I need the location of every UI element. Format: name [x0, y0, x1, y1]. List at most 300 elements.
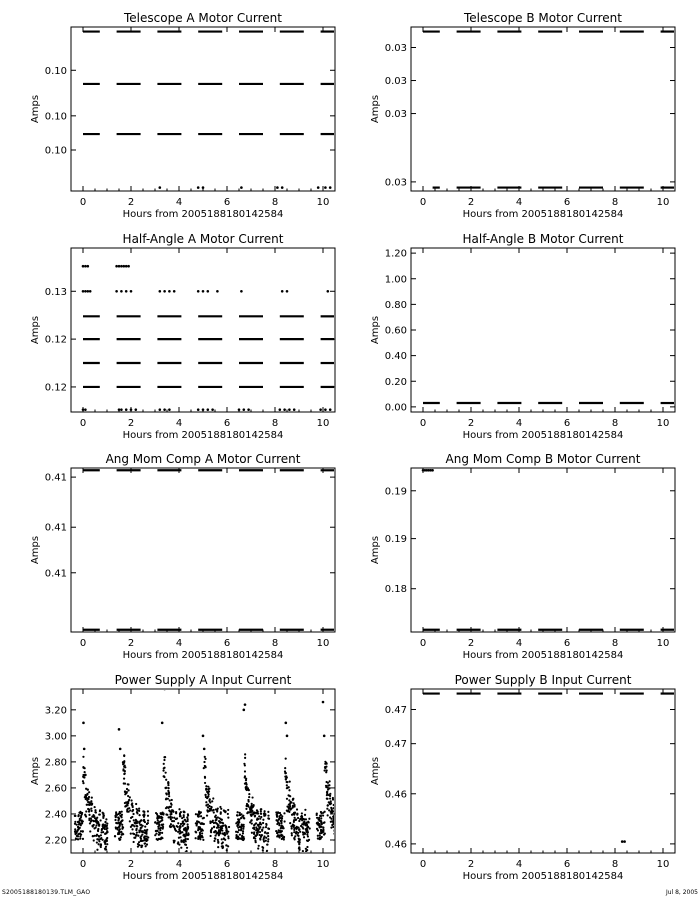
data-point: [276, 832, 278, 834]
chart-panel-7: [370, 673, 675, 882]
x-tick-label: 2: [127, 418, 135, 429]
x-tick-label: 6: [223, 859, 231, 870]
data-point: [257, 824, 259, 826]
data-point: [184, 819, 186, 821]
data-point: [82, 722, 85, 725]
data-point: [123, 778, 125, 780]
data-point: [118, 812, 120, 814]
data-point: [338, 830, 340, 832]
data-point: [77, 815, 79, 817]
data-point: [96, 841, 98, 843]
data-point: [304, 814, 306, 816]
data-point: [159, 821, 161, 823]
data-point: [139, 821, 141, 823]
data-point: [252, 813, 254, 815]
data-point: [117, 828, 119, 830]
data-point: [338, 842, 340, 844]
data-point: [257, 830, 259, 832]
data-point: [308, 818, 310, 820]
data-point: [283, 820, 285, 822]
data-point: [173, 820, 175, 822]
data-point: [163, 767, 165, 769]
data-point: [79, 838, 81, 840]
data-point: [214, 834, 216, 836]
data-point: [93, 839, 95, 841]
data-point: [253, 811, 255, 813]
data-point: [255, 829, 257, 831]
x-tick-label: 10: [316, 197, 330, 208]
data-point: [262, 849, 264, 851]
data-point: [197, 186, 200, 189]
x-tick-label: 10: [656, 418, 670, 429]
data-point: [96, 849, 98, 851]
data-point: [307, 821, 309, 823]
data-point: [317, 821, 319, 823]
data-point: [170, 813, 172, 815]
data-point: [321, 836, 323, 838]
data-point: [340, 815, 342, 817]
data-point: [197, 815, 199, 817]
data-point: [76, 835, 78, 837]
data-point: [205, 789, 207, 791]
data-point: [121, 828, 123, 830]
data-point: [327, 290, 330, 293]
x-tick-label: 2: [467, 418, 475, 429]
data-point: [301, 823, 303, 825]
data-point: [342, 825, 344, 827]
data-point: [99, 810, 101, 812]
data-point: [83, 776, 85, 778]
data-point: [294, 835, 296, 837]
data-point: [195, 831, 197, 833]
data-point: [306, 849, 308, 851]
data-point: [277, 811, 279, 813]
data-point: [306, 831, 308, 833]
data-point: [281, 815, 283, 817]
data-point: [173, 826, 175, 828]
data-point: [159, 186, 162, 189]
data-point: [80, 815, 82, 817]
data-point: [213, 840, 215, 842]
data-point: [82, 820, 84, 822]
data-point: [115, 290, 118, 293]
data-point: [156, 838, 158, 840]
data-point: [349, 821, 351, 823]
data-point: [157, 817, 159, 819]
data-point: [185, 827, 187, 829]
x-tick-label: 8: [271, 418, 279, 429]
data-point: [221, 838, 223, 840]
data-point: [177, 822, 179, 824]
data-layer: [423, 32, 675, 188]
data-point: [345, 820, 347, 822]
data-point: [328, 801, 330, 803]
data-point: [106, 825, 108, 827]
data-point: [179, 815, 181, 817]
data-point: [287, 806, 289, 808]
chart-panel-1: [370, 11, 675, 220]
data-point: [306, 824, 308, 826]
data-point: [349, 838, 351, 840]
x-tick-label: 6: [223, 418, 231, 429]
data-point: [136, 831, 138, 833]
data-point: [118, 831, 120, 833]
data-point: [163, 408, 166, 411]
data-point: [342, 833, 344, 835]
data-point: [178, 808, 180, 810]
data-point: [140, 846, 142, 848]
data-point: [123, 782, 125, 784]
data-point: [288, 408, 291, 411]
data-point: [121, 811, 123, 813]
data-point: [176, 825, 178, 827]
chart-title: Ang Mom Comp B Motor Current: [445, 452, 641, 466]
data-point: [131, 816, 133, 818]
data-point: [328, 794, 330, 796]
data-point: [336, 804, 338, 806]
data-point: [336, 818, 338, 820]
data-point: [99, 813, 101, 815]
data-point: [289, 822, 291, 824]
data-point: [199, 828, 201, 830]
data-point: [238, 829, 240, 831]
data-point: [319, 408, 322, 411]
data-point: [203, 748, 206, 751]
data-point: [182, 821, 184, 823]
data-point: [342, 814, 344, 816]
data-point: [161, 832, 163, 834]
data-point: [344, 822, 346, 824]
data-point: [282, 827, 284, 829]
data-point: [294, 838, 296, 840]
data-point: [90, 820, 92, 822]
data-point: [258, 815, 260, 817]
data-point: [291, 834, 293, 836]
y-tick-label: 0.03: [384, 43, 407, 54]
data-point: [85, 796, 87, 798]
data-point: [241, 823, 243, 825]
data-point: [97, 830, 99, 832]
y-tick-label: 2.80: [44, 757, 67, 769]
chart-panel-3: [370, 232, 675, 441]
data-point: [204, 765, 206, 767]
data-point: [326, 808, 328, 810]
data-point: [202, 817, 204, 819]
data-point: [115, 816, 117, 818]
data-point: [240, 817, 242, 819]
y-tick-label: 0.47: [384, 705, 407, 716]
x-tick-label: 8: [271, 638, 279, 649]
data-point: [157, 819, 159, 821]
data-point: [306, 833, 308, 835]
data-point: [106, 843, 108, 845]
chart-title: Half-Angle B Motor Current: [462, 232, 624, 246]
data-point: [77, 838, 79, 840]
data-point: [100, 837, 102, 839]
data-point: [285, 775, 287, 777]
data-point: [220, 819, 222, 821]
data-point: [198, 811, 200, 813]
data-point: [338, 815, 340, 817]
data-point: [255, 841, 257, 843]
data-point: [341, 815, 343, 817]
data-point: [88, 817, 90, 819]
data-point: [202, 290, 205, 293]
y-tick-label: 0.20: [384, 376, 407, 388]
x-tick-label: 8: [271, 197, 279, 208]
data-point: [220, 811, 222, 813]
data-point: [93, 827, 95, 829]
data-point: [168, 408, 171, 411]
data-point: [155, 832, 157, 834]
plot-frame: [411, 689, 675, 853]
data-point: [165, 797, 167, 799]
x-tick-label: 4: [515, 418, 523, 429]
data-point: [223, 838, 225, 840]
data-point: [118, 408, 121, 411]
data-point: [80, 830, 82, 832]
chart-title: Telescope B Motor Current: [463, 11, 623, 25]
data-point: [137, 821, 139, 823]
data-point: [138, 808, 140, 810]
y-tick-label: 0.40: [384, 351, 407, 363]
x-tick-label: 6: [223, 197, 231, 208]
data-point: [348, 816, 350, 818]
data-point: [341, 820, 343, 822]
data-point: [214, 838, 216, 840]
data-point: [306, 846, 308, 848]
data-point: [256, 809, 258, 811]
data-point: [102, 839, 104, 841]
data-point: [142, 831, 144, 833]
data-point: [339, 829, 341, 831]
data-point: [243, 763, 245, 765]
data-point: [235, 822, 237, 824]
data-point: [105, 818, 107, 820]
x-tick-label: 2: [467, 859, 475, 870]
data-point: [284, 767, 286, 769]
data-point: [347, 820, 349, 822]
x-tick-label: 10: [316, 638, 330, 649]
data-point: [621, 840, 624, 843]
data-point: [253, 837, 255, 839]
data-point: [130, 290, 133, 293]
data-point: [317, 818, 319, 820]
data-point: [187, 814, 189, 816]
data-point: [212, 797, 214, 799]
data-point: [121, 820, 123, 822]
data-point: [131, 810, 133, 812]
data-point: [244, 757, 246, 759]
data-point: [319, 834, 321, 836]
data-point: [338, 816, 340, 818]
data-point: [260, 810, 262, 812]
data-point: [338, 831, 340, 833]
data-point: [195, 822, 197, 824]
data-point: [209, 820, 211, 822]
data-point: [286, 798, 288, 800]
data-point: [88, 814, 90, 816]
data-point: [120, 408, 123, 411]
x-axis-label: Hours from 2005188180142584: [462, 650, 624, 661]
data-point: [283, 408, 286, 411]
data-point: [161, 824, 163, 826]
data-point: [267, 815, 269, 817]
data-point: [117, 816, 119, 818]
data-point: [289, 809, 291, 811]
data-point: [326, 794, 328, 796]
data-point: [122, 768, 124, 770]
data-point: [122, 762, 124, 764]
data-point: [135, 803, 137, 805]
data-point: [180, 811, 182, 813]
y-axis-label: Amps: [30, 535, 41, 565]
data-point: [127, 795, 129, 797]
data-point: [82, 756, 84, 758]
data-point: [305, 818, 307, 820]
data-point: [175, 812, 177, 814]
data-point: [187, 832, 189, 834]
data-point: [322, 827, 324, 829]
data-point: [127, 801, 129, 803]
data-point: [267, 838, 269, 840]
data-point: [242, 817, 244, 819]
data-point: [87, 808, 89, 810]
y-tick-label: 0.47: [384, 739, 407, 751]
data-point: [224, 824, 226, 826]
data-point: [255, 822, 257, 824]
data-point: [241, 836, 243, 838]
data-point: [299, 831, 301, 833]
data-point: [330, 807, 332, 809]
data-point: [298, 843, 300, 845]
data-point: [346, 840, 348, 842]
y-axis-label: Amps: [30, 756, 41, 786]
data-point: [196, 820, 198, 822]
data-point: [163, 290, 166, 293]
data-point: [102, 831, 104, 833]
data-point: [295, 831, 297, 833]
data-point: [336, 835, 338, 837]
data-point: [254, 815, 256, 817]
data-point: [213, 831, 215, 833]
data-point: [181, 817, 183, 819]
data-point: [144, 843, 146, 845]
data-point: [89, 830, 91, 832]
data-point: [135, 819, 137, 821]
data-point: [201, 835, 203, 837]
data-point: [120, 265, 123, 268]
data-point: [161, 722, 164, 725]
data-point: [200, 815, 202, 817]
x-tick-label: 4: [515, 859, 523, 870]
data-point: [265, 840, 267, 842]
data-point: [119, 838, 121, 840]
data-point: [135, 408, 138, 411]
y-tick-label: 0.10: [44, 145, 67, 157]
x-tick-label: 0: [79, 197, 87, 208]
data-point: [285, 722, 288, 725]
data-point: [347, 824, 349, 826]
data-point: [179, 832, 181, 834]
data-point: [228, 826, 230, 828]
data-point: [84, 814, 86, 816]
footer-filename: S2005188180139.TLM_GAO: [2, 889, 91, 896]
data-point: [260, 813, 262, 815]
data-point: [237, 835, 239, 837]
data-point: [343, 825, 345, 827]
data-point: [160, 813, 162, 815]
data-point: [147, 810, 149, 812]
data-point: [262, 822, 264, 824]
data-point: [320, 825, 322, 827]
data-point: [227, 813, 229, 815]
data-point: [98, 838, 100, 840]
data-point: [81, 812, 83, 814]
data-point: [323, 833, 325, 835]
chart-panel-4: [30, 452, 335, 661]
data-point: [211, 800, 213, 802]
y-tick-label: 0.80: [384, 299, 407, 311]
data-point: [195, 837, 197, 839]
data-point: [94, 809, 96, 811]
data-point: [216, 827, 218, 829]
data-point: [133, 837, 135, 839]
data-point: [317, 186, 320, 189]
data-point: [204, 794, 206, 796]
data-point: [203, 761, 205, 763]
data-point: [261, 834, 263, 836]
data-point: [146, 835, 148, 837]
data-point: [285, 778, 287, 780]
data-point: [327, 805, 329, 807]
data-point: [345, 824, 347, 826]
data-point: [302, 850, 304, 852]
data-point: [91, 803, 93, 805]
data-point: [86, 804, 88, 806]
y-tick-label: 0.41: [44, 472, 67, 484]
data-point: [332, 798, 334, 800]
data-point: [102, 812, 104, 814]
data-point: [131, 802, 133, 804]
data-point: [323, 821, 325, 823]
x-tick-label: 10: [316, 418, 330, 429]
x-tick-label: 2: [127, 197, 135, 208]
data-point: [120, 290, 123, 293]
data-point: [163, 759, 165, 761]
x-tick-label: 0: [79, 418, 87, 429]
data-point: [101, 828, 103, 830]
data-point: [86, 794, 88, 796]
data-point: [207, 788, 209, 790]
data-point: [133, 841, 135, 843]
data-point: [293, 829, 295, 831]
y-tick-label: 3.20: [44, 705, 67, 717]
data-point: [215, 819, 217, 821]
data-point: [105, 828, 107, 830]
x-tick-label: 10: [656, 638, 670, 649]
data-point: [292, 806, 294, 808]
data-point: [307, 840, 309, 842]
data-point: [144, 829, 146, 831]
x-axis-label: Hours from 2005188180142584: [462, 430, 624, 441]
data-point: [185, 831, 187, 833]
x-tick-label: 4: [175, 418, 183, 429]
data-point: [79, 833, 81, 835]
data-point: [217, 839, 219, 841]
data-layer: [422, 469, 675, 630]
data-point: [166, 806, 168, 808]
